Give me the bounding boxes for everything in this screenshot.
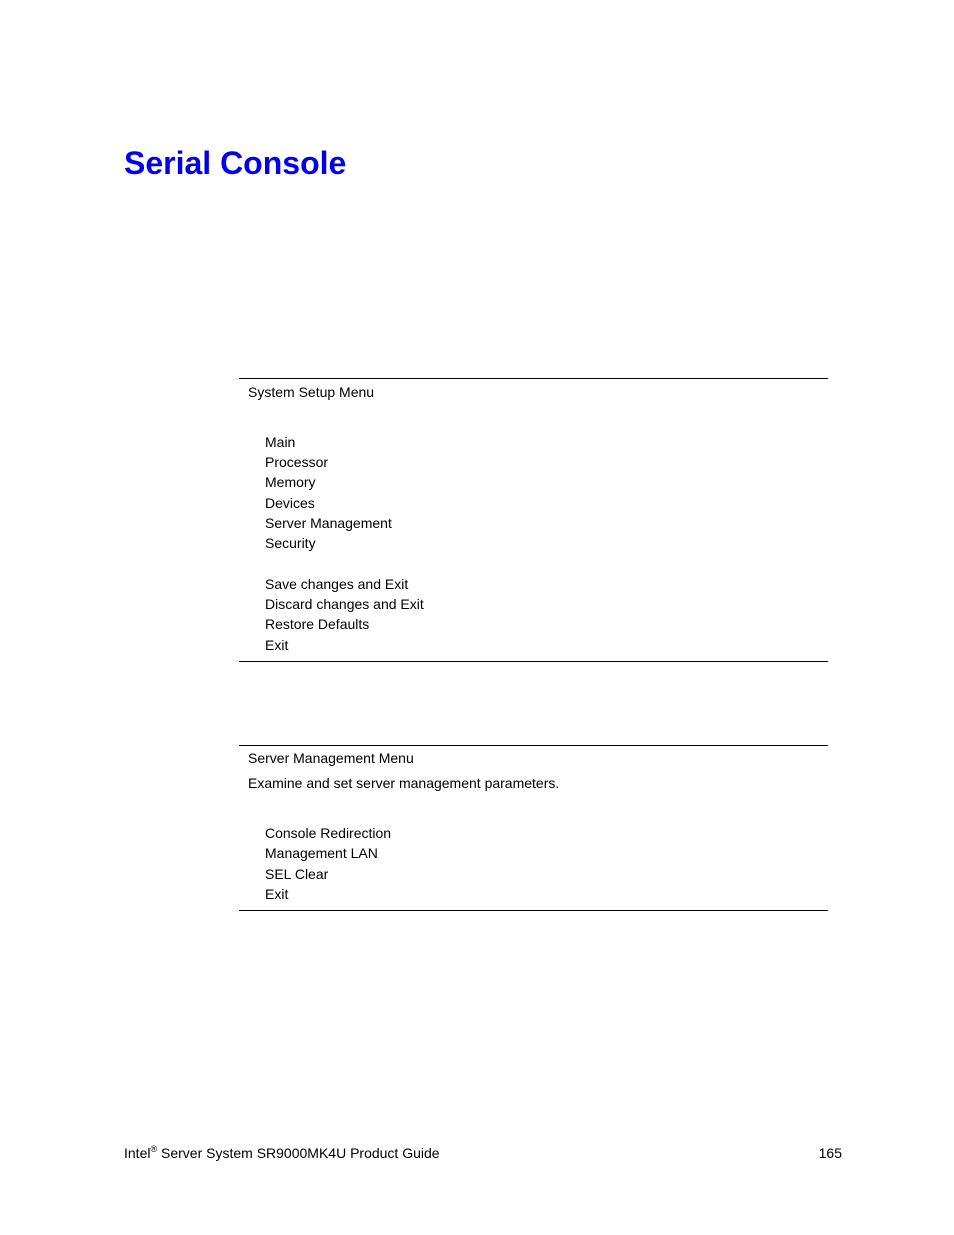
trademark-symbol: ® — [150, 1144, 158, 1154]
server-management-menu-title: Server Management Menu — [248, 750, 414, 766]
menu-item-security[interactable]: Security — [265, 535, 316, 551]
footer-guide-title — [124, 1145, 440, 1162]
menu-item-restore-defaults[interactable]: Restore Defaults — [265, 616, 370, 632]
menu-item-memory[interactable]: Memory — [265, 474, 316, 490]
menu-item-console-redirection[interactable]: Console Redirection — [265, 825, 392, 841]
system-setup-menu — [239, 378, 828, 662]
page-title: Serial Console — [124, 145, 347, 181]
menu-item-exit[interactable]: Exit — [265, 886, 289, 902]
menu-item-sel-clear[interactable]: SEL Clear — [265, 866, 329, 882]
footer-brand: Intel — [124, 1145, 151, 1161]
menu-item-main[interactable]: Main — [265, 434, 296, 450]
menu-item-discard-and-exit[interactable]: Discard changes and Exit — [265, 596, 424, 612]
menu-item-server-management[interactable]: Server Management — [265, 515, 392, 531]
server-management-menu-description: Examine and set server management parameters. — [248, 775, 560, 791]
menu-item-processor[interactable]: Processor — [265, 454, 329, 470]
system-setup-menu-title: System Setup Menu — [248, 384, 375, 400]
footer-guide-name: Server System SR9000MK4U Product Guide — [157, 1145, 440, 1161]
menu-item-save-and-exit[interactable]: Save changes and Exit — [265, 576, 409, 592]
page-number: 165 — [818, 1145, 842, 1161]
menu-item-exit[interactable]: Exit — [265, 637, 289, 653]
menu-item-management-lan[interactable]: Management LAN — [265, 845, 378, 861]
server-management-menu — [239, 745, 828, 911]
menu-item-devices[interactable]: Devices — [265, 495, 315, 511]
